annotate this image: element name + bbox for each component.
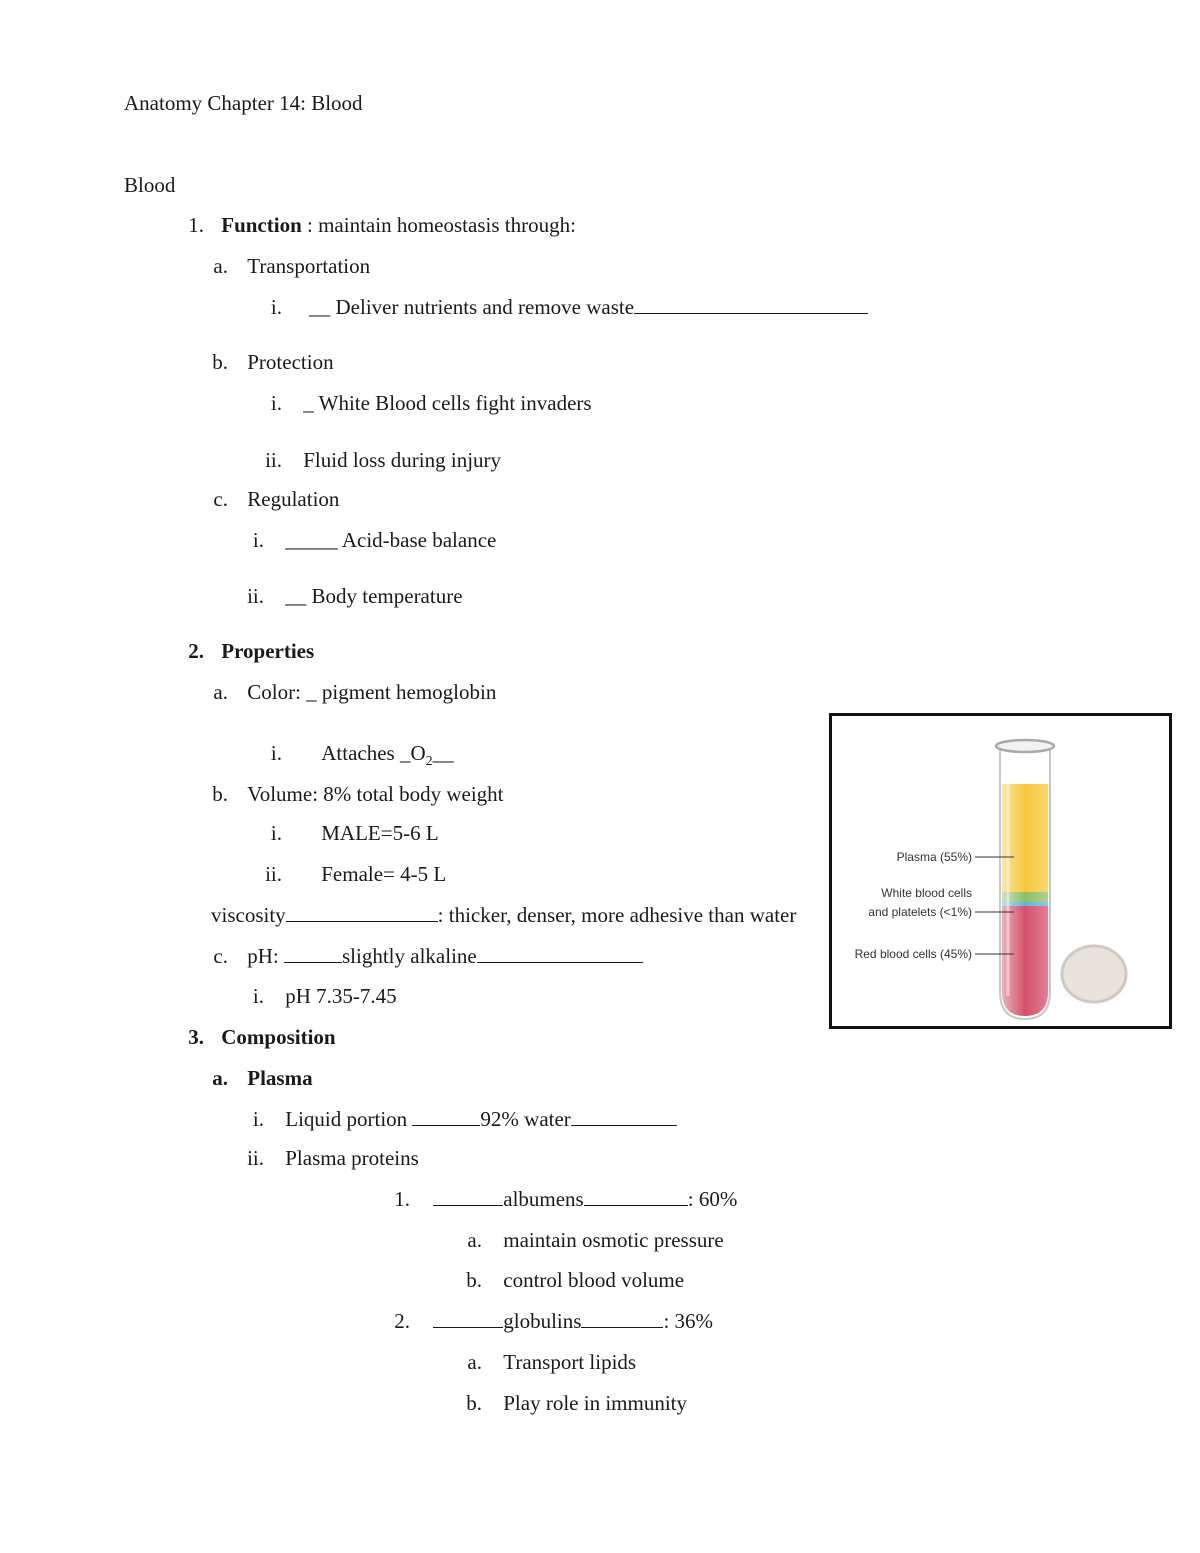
list-marker: ii. bbox=[247, 1146, 264, 1170]
section-heading: Blood bbox=[124, 173, 176, 197]
list-marker: i. bbox=[252, 528, 264, 552]
fill-blank bbox=[571, 1107, 677, 1126]
volume-item bbox=[206, 781, 504, 807]
list-marker: a. bbox=[467, 1228, 482, 1252]
list-text: MALE=5-6 L bbox=[321, 821, 439, 845]
protein-item bbox=[390, 1308, 713, 1334]
list-marker: i. bbox=[270, 391, 282, 415]
regulation-sub-item bbox=[244, 527, 496, 553]
list-marker: 1. bbox=[188, 213, 204, 237]
ph-sub-item bbox=[244, 983, 397, 1009]
list-marker: b. bbox=[466, 1391, 482, 1415]
color-item bbox=[206, 679, 496, 705]
list-marker: i. bbox=[252, 1107, 264, 1131]
volume-sub-item bbox=[262, 820, 439, 846]
list-text: __ Body temperature bbox=[285, 584, 463, 608]
list-text: Regulation bbox=[247, 487, 340, 511]
list-marker: a. bbox=[213, 680, 228, 704]
list-text: _ White Blood cells fight invaders bbox=[303, 391, 592, 415]
function-text: : maintain homeostasis through: bbox=[301, 213, 576, 237]
list-text: Attaches $\_O_2\_\_$ bbox=[321, 741, 454, 770]
protection-sub-item bbox=[258, 447, 501, 473]
plasma-label: Plasma (55%) bbox=[896, 850, 972, 864]
rbc-label: Red blood cells (45%) bbox=[854, 947, 972, 961]
fill-blank bbox=[634, 295, 868, 314]
list-marker: i. bbox=[252, 984, 264, 1008]
list-text: Transport lipids bbox=[503, 1350, 637, 1374]
list-marker: c. bbox=[213, 944, 228, 968]
viscosity-line bbox=[211, 902, 796, 928]
protein-sub-item bbox=[460, 1349, 636, 1375]
list-marker: i. bbox=[270, 821, 282, 845]
regulation-sub-item bbox=[240, 583, 463, 609]
blood-test-tube-figure bbox=[829, 713, 1172, 1029]
list-text: pH: slightly alkaline bbox=[247, 944, 642, 968]
properties-heading: Properties bbox=[221, 639, 315, 663]
viscosity-text: : thicker, denser, more adhesive than water bbox=[437, 903, 797, 927]
color-sub-item bbox=[262, 740, 454, 775]
list-marker: a. bbox=[467, 1350, 482, 1374]
list-marker: ii. bbox=[265, 862, 282, 886]
document-title: Anatomy Chapter 14: Blood bbox=[124, 91, 363, 115]
platelet-label: and platelets (<1%) bbox=[868, 905, 972, 919]
list-text: Fluid loss during injury bbox=[303, 448, 502, 472]
background-tube-rim bbox=[1062, 946, 1126, 1002]
list-text: Protection bbox=[247, 350, 334, 374]
list-text: pH 7.35-7.45 bbox=[285, 984, 397, 1008]
list-text: Volume: 8% total body weight bbox=[247, 782, 504, 806]
list-marker: ii. bbox=[265, 448, 282, 472]
list-text: _____ Acid-base balance bbox=[285, 528, 497, 552]
fill-blank bbox=[284, 944, 342, 963]
list-marker: i. bbox=[270, 741, 282, 765]
list-marker: b. bbox=[212, 782, 228, 806]
list-text: Plasma proteins bbox=[285, 1146, 419, 1170]
list-marker: 3. bbox=[188, 1025, 204, 1049]
list-text: Play role in immunity bbox=[503, 1391, 687, 1415]
list-marker: a. bbox=[212, 1066, 228, 1090]
transportation-sub-item bbox=[262, 294, 868, 320]
function-item bbox=[180, 212, 576, 238]
list-text: Color: _ pigment hemoglobin bbox=[247, 680, 497, 704]
list-text: Plasma bbox=[247, 1066, 313, 1090]
protein-sub-item bbox=[460, 1227, 724, 1253]
plasma-sub-item bbox=[240, 1145, 419, 1171]
tube-rim bbox=[996, 740, 1054, 752]
list-marker: b. bbox=[212, 350, 228, 374]
volume-sub-item bbox=[258, 861, 446, 887]
protection-item bbox=[206, 349, 334, 375]
function-heading: Function bbox=[221, 213, 302, 237]
list-marker: 2. bbox=[394, 1309, 410, 1333]
ph-item bbox=[206, 943, 643, 969]
list-text: __ Deliver nutrients and remove waste bbox=[309, 295, 635, 319]
list-text: maintain osmotic pressure bbox=[503, 1228, 724, 1252]
list-text: albumens : 60% bbox=[433, 1187, 737, 1211]
properties-item bbox=[180, 638, 314, 664]
test-tube-illustration bbox=[832, 716, 1169, 1026]
list-text: Transportation bbox=[247, 254, 371, 278]
list-text: control blood volume bbox=[503, 1268, 685, 1292]
fill-blank bbox=[412, 1107, 480, 1126]
fill-blank bbox=[433, 1309, 503, 1328]
protein-sub-item bbox=[460, 1267, 684, 1293]
wbc-label: White blood cells bbox=[881, 886, 972, 900]
composition-heading: Composition bbox=[221, 1025, 336, 1049]
fill-blank bbox=[286, 903, 438, 922]
regulation-item bbox=[206, 486, 339, 512]
list-text: Liquid portion 92% water bbox=[285, 1107, 677, 1131]
plasma-item bbox=[206, 1065, 313, 1091]
list-text: globulins : 36% bbox=[433, 1309, 713, 1333]
fill-blank bbox=[433, 1187, 503, 1206]
fill-blank bbox=[581, 1309, 663, 1328]
fill-blank bbox=[584, 1187, 688, 1206]
protection-sub-item bbox=[262, 390, 592, 416]
protein-item bbox=[390, 1186, 737, 1212]
list-marker: 1. bbox=[394, 1187, 410, 1211]
fill-blank bbox=[477, 944, 643, 963]
list-marker: c. bbox=[213, 487, 228, 511]
list-marker: i. bbox=[270, 295, 282, 319]
protein-sub-item bbox=[460, 1390, 687, 1416]
list-text: Female= 4-5 L bbox=[321, 862, 447, 886]
list-marker: b. bbox=[466, 1268, 482, 1292]
plasma-sub-item bbox=[244, 1106, 677, 1132]
list-marker: 2. bbox=[188, 639, 204, 663]
viscosity-label: viscosity bbox=[211, 903, 286, 927]
list-marker: ii. bbox=[247, 584, 264, 608]
composition-item bbox=[180, 1024, 336, 1050]
transportation-item bbox=[206, 253, 370, 279]
list-marker: a. bbox=[213, 254, 228, 278]
